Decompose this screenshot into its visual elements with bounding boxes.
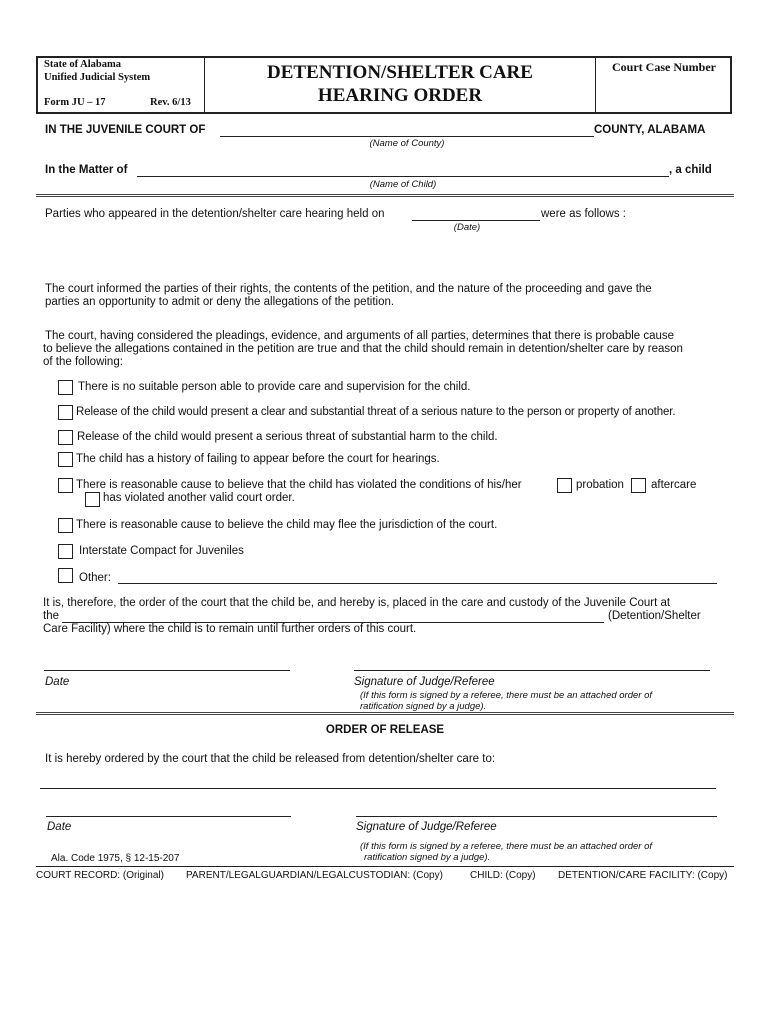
judge-signature-line-2[interactable] — [356, 816, 717, 817]
probation-label: probation — [576, 479, 624, 491]
judge-signature-line-1[interactable] — [354, 670, 710, 671]
reason-6-label: There is reasonable cause to believe the child may flee the jurisdiction of the court. — [76, 519, 498, 531]
facility-field[interactable] — [62, 610, 604, 623]
county-caption: (Name of County) — [369, 138, 445, 149]
parties-text: Parties who appeared in the detention/shelter care hearing held on — [45, 208, 385, 220]
referee-note-2b: ratification signed by a judge). — [364, 852, 491, 863]
release-text: It is hereby ordered by the court that the child be released from detention/shelter care to: — [45, 753, 496, 765]
considered-text-1: The court, having considered the pleadings, evidence, and arguments of all parties, determines that there is probable cause — [45, 330, 675, 342]
matter-suffix: , a child — [669, 164, 712, 176]
matter-prefix: In the Matter of — [45, 164, 128, 176]
other-reason-field[interactable] — [118, 571, 717, 584]
statute-citation: Ala. Code 1975, § 12-15-207 — [51, 853, 180, 864]
reason-5-line2: has violated another valid court order. — [103, 492, 295, 504]
reason-8-label: Other: — [79, 572, 111, 584]
date-caption: (Date) — [453, 222, 481, 233]
case-number-label: Court Case Number — [612, 60, 716, 74]
referee-note-2a: (If this form is signed by a referee, there must be an attached order of — [360, 841, 653, 852]
order-text-3: Care Facility) where the child is to remain until further orders of this court. — [43, 623, 417, 635]
court-prefix: IN THE JUVENILE COURT OF — [45, 124, 206, 136]
distribution-parent: PARENT/LEGALGUARDIAN/LEGALCUSTODIAN: (Copy) — [186, 870, 443, 881]
reason-5-checkbox[interactable] — [58, 478, 73, 493]
child-caption: (Name of Child) — [369, 179, 437, 190]
order-text-2-suffix: (Detention/Shelter — [608, 610, 701, 622]
county-field[interactable] — [220, 124, 594, 137]
court-suffix: COUNTY, ALABAMA — [594, 124, 706, 136]
referee-note-1a: (If this form is signed by a referee, there must be an attached order of — [360, 690, 653, 701]
probation-checkbox[interactable] — [557, 478, 572, 493]
aftercare-label: aftercare — [651, 479, 697, 491]
date-label-1: Date — [45, 676, 70, 688]
reason-1-checkbox[interactable] — [58, 380, 73, 395]
judge-label-2: Signature of Judge/Referee — [356, 821, 497, 833]
aftercare-checkbox[interactable] — [631, 478, 646, 493]
parties-text-after: were as follows : — [541, 208, 627, 220]
reason-3-checkbox[interactable] — [58, 430, 73, 445]
form-revision: Rev. 6/13 — [150, 97, 191, 108]
reason-4-checkbox[interactable] — [58, 452, 73, 467]
release-to-field[interactable] — [40, 788, 716, 789]
reason-2-checkbox[interactable] — [58, 405, 73, 420]
form-number: Form JU – 17 — [44, 97, 106, 108]
reason-8-checkbox[interactable] — [58, 568, 73, 583]
court-order-checkbox[interactable] — [85, 492, 100, 507]
distribution-child: CHILD: (Copy) — [470, 870, 536, 881]
distribution-facility: DETENTION/CARE FACILITY: (Copy) — [558, 870, 728, 881]
reason-2-label: Release of the child would present a clear and substantial threat of a serious nature to the person or property of another. — [76, 406, 676, 418]
order-text-2-prefix: the — [43, 610, 59, 622]
considered-text-3: of the following: — [43, 356, 123, 368]
considered-text-2: to believe the allegations contained in the petition are true and that the child should remain in detention/shelter care by reason — [43, 343, 683, 355]
system-name: Unified Judicial System — [44, 72, 151, 83]
informed-text-2: parties an opportunity to admit or deny the allegations of the petition. — [45, 296, 395, 308]
order-text-1: It is, therefore, the order of the court that the child be, and hereby is, placed in the care and custody of the Juvenile Court at — [43, 597, 671, 609]
child-name-field[interactable] — [137, 164, 669, 177]
reason-6-checkbox[interactable] — [58, 518, 73, 533]
reason-5-label: There is reasonable cause to believe that the child has violated the conditions of his/her — [76, 479, 522, 491]
reason-7-checkbox[interactable] — [58, 544, 73, 559]
date-label-2: Date — [47, 821, 72, 833]
footer-divider — [36, 866, 734, 867]
form-title-line1: DETENTION/SHELTER CARE — [267, 62, 533, 83]
hearing-date-field[interactable] — [412, 208, 540, 221]
form-title-line2: HEARING ORDER — [317, 85, 483, 106]
case-number-field[interactable] — [600, 78, 726, 108]
header-divider-left — [204, 56, 205, 114]
section-divider — [36, 194, 734, 197]
state-name: State of Alabama — [44, 59, 121, 70]
informed-text-1: The court informed the parties of their rights, the contents of the petition, and the nature of the proceeding and gave the — [45, 283, 652, 295]
release-divider — [36, 712, 734, 715]
reason-7-label: Interstate Compact for Juveniles — [79, 545, 244, 557]
reason-1-label: There is no suitable person able to provide care and supervision for the child. — [78, 381, 471, 393]
referee-note-1b: ratification signed by a judge). — [360, 701, 487, 712]
release-title: ORDER OF RELEASE — [325, 724, 445, 736]
distribution-court-record: COURT RECORD: (Original) — [36, 870, 164, 881]
reason-3-label: Release of the child would present a serious threat of substantial harm to the child. — [77, 431, 498, 443]
reason-4-label: The child has a history of failing to appear before the court for hearings. — [76, 453, 440, 465]
date-line-2[interactable] — [46, 816, 291, 817]
date-line-1[interactable] — [44, 670, 290, 671]
judge-label-1: Signature of Judge/Referee — [354, 676, 495, 688]
